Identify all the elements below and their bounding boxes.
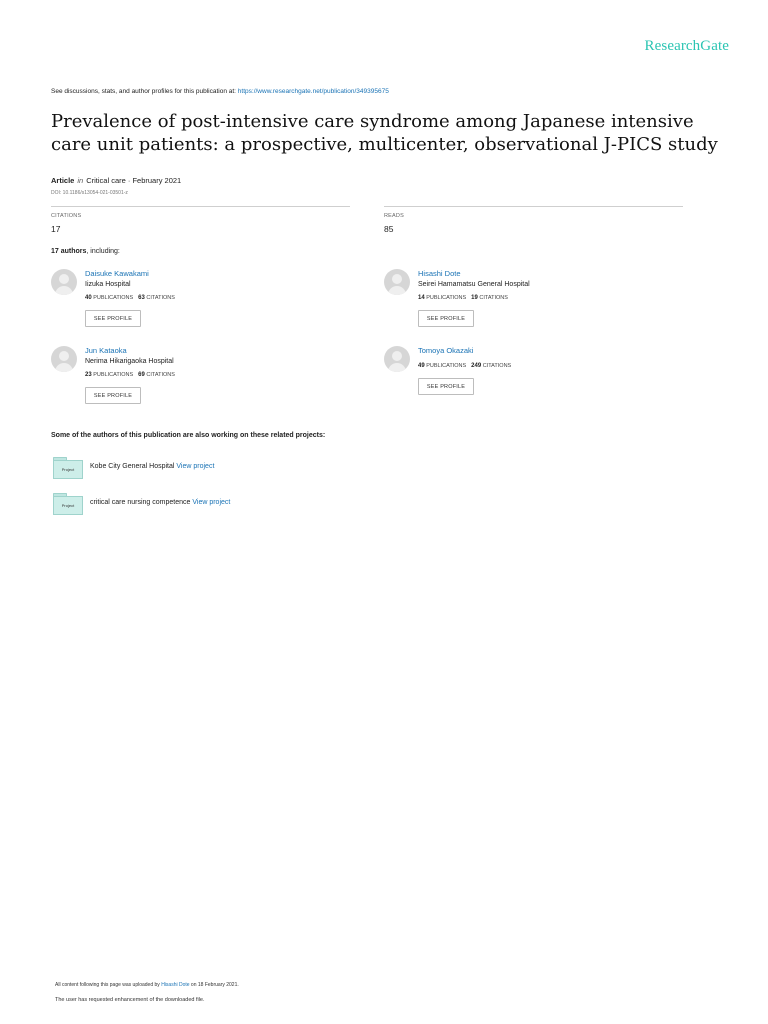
publications-label: PUBLICATIONS: [93, 372, 134, 378]
author-stats: [418, 363, 511, 369]
publications-count: 40: [85, 295, 92, 301]
upload-suffix: on 18 February 2021.: [189, 982, 239, 988]
researchgate-logo[interactable]: ResearchGate: [644, 38, 729, 54]
citations-count: 69: [138, 372, 145, 378]
citations-label: CITATIONS: [479, 295, 508, 301]
author-institution: Nerima Hikarigaoka Hospital: [85, 358, 174, 365]
authors-count: 17 authors: [51, 248, 87, 255]
author-name-link[interactable]: Hisashi Dote: [418, 269, 461, 278]
divider: [51, 206, 350, 207]
project-text: [90, 499, 230, 506]
citations-count: 249: [471, 363, 482, 369]
project-text: [90, 463, 214, 470]
upload-prefix: All content following this page was uploaded by: [55, 982, 162, 988]
doi: DOI: 10.1186/s13054-021-03501-z: [51, 190, 128, 196]
folder-icon: [53, 493, 83, 515]
citations-label: CITATIONS: [146, 372, 175, 378]
article-meta: [51, 176, 181, 185]
folder-icon: [53, 457, 83, 479]
publications-label: PUBLICATIONS: [93, 295, 134, 301]
citations-count: 19: [471, 295, 478, 301]
author-name-link[interactable]: Jun Kataoka: [85, 346, 127, 355]
project-item: [53, 457, 373, 479]
related-projects-heading: Some of the authors of this publication are also working on these related projects:: [51, 432, 326, 439]
project-name: critical care nursing competence: [90, 499, 191, 506]
article-type: Article: [51, 176, 75, 185]
see-profile-button[interactable]: SEE PROFILE: [85, 310, 141, 327]
author-card: [384, 346, 684, 416]
citations-value: 17: [51, 224, 61, 234]
citations-count: 63: [138, 295, 145, 301]
authors-suffix: , including:: [86, 248, 120, 255]
citations-label: CITATIONS: [51, 213, 82, 219]
enhancement-notice: The user has requested enhancement of the downloaded file.: [55, 997, 205, 1003]
author-stats: [85, 372, 175, 378]
publications-count: 23: [85, 372, 92, 378]
article-in: in: [77, 176, 84, 185]
publications-count: 14: [418, 295, 425, 301]
journal-info: Critical care · February 2021: [86, 176, 182, 185]
reads-value: 85: [384, 224, 394, 234]
reads-label: READS: [384, 213, 404, 219]
uploader-link[interactable]: Hisashi Dote: [161, 982, 190, 988]
author-institution: Iizuka Hospital: [85, 281, 131, 288]
author-stats: [85, 295, 175, 301]
avatar[interactable]: [384, 346, 410, 372]
discussion-prefix: See discussions, stats, and author profiles for this publication at:: [51, 88, 238, 95]
see-profile-button[interactable]: SEE PROFILE: [418, 378, 474, 395]
avatar[interactable]: [51, 346, 77, 372]
author-card: [51, 346, 351, 416]
publications-count: 49: [418, 363, 425, 369]
avatar[interactable]: [384, 269, 410, 295]
author-stats: [418, 295, 508, 301]
author-institution: Seirei Hamamatsu General Hospital: [418, 281, 530, 288]
project-icon-label: Project: [53, 460, 83, 479]
citations-label: CITATIONS: [146, 295, 175, 301]
discussion-line: [51, 88, 389, 95]
project-icon-label: Project: [53, 496, 83, 515]
author-card: [384, 269, 684, 339]
publication-url-link[interactable]: https://www.researchgate.net/publication/349395675: [237, 88, 389, 95]
publications-label: PUBLICATIONS: [426, 363, 467, 369]
author-name-link[interactable]: Daisuke Kawakami: [85, 269, 149, 278]
publications-label: PUBLICATIONS: [426, 295, 467, 301]
citations-label: CITATIONS: [482, 363, 512, 369]
view-project-link[interactable]: View project: [192, 499, 231, 506]
author-name-link[interactable]: Tomoya Okazaki: [418, 346, 474, 355]
avatar[interactable]: [51, 269, 77, 295]
divider: [384, 206, 683, 207]
upload-notice: [55, 982, 239, 988]
see-profile-button[interactable]: SEE PROFILE: [418, 310, 474, 327]
page-title: Prevalence of post-intensive care syndrome among Japanese intensive care unit patients: a prospective, multicenter, observational J-PICS study: [51, 111, 718, 155]
project-item: [53, 493, 373, 515]
view-project-link[interactable]: View project: [176, 463, 215, 470]
see-profile-button[interactable]: SEE PROFILE: [85, 387, 141, 404]
authors-heading: [51, 248, 120, 255]
author-card: [51, 269, 351, 339]
project-name: Kobe City General Hospital: [90, 463, 175, 470]
